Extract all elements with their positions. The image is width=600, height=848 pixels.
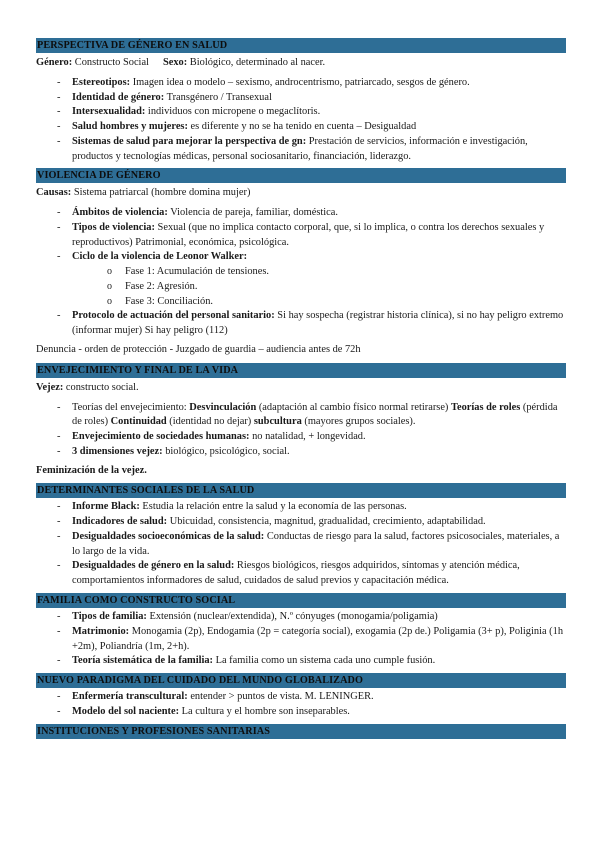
item-text: (adaptación al cambio físico normal retirarse): [256, 401, 451, 413]
item-term: Teorías de roles: [451, 401, 521, 413]
section-heading-violencia: VIOLENCIA DE GÉNERO: [36, 168, 566, 183]
item-text: Estudia la relación entre la salud y la economía de las personas.: [139, 501, 407, 513]
list-item: [36, 445, 566, 460]
item-term: Desigualdades de género en la salud:: [72, 560, 235, 572]
denuncia-line: Denuncia - orden de protección - Juzgado de guardia – audiencia antes de 72h: [36, 344, 361, 356]
fase-item: o Fase 3: Conciliación.: [72, 295, 566, 310]
list-item: [36, 705, 566, 720]
list-item: [36, 625, 566, 655]
item-term: Tipos de familia:: [72, 610, 147, 622]
item-term: Informe Black:: [72, 501, 140, 513]
item-term: Ámbitos de violencia:: [72, 207, 168, 219]
list-item: [36, 250, 566, 309]
item-term: subcultura: [253, 416, 302, 428]
genero-sexo-line: [36, 56, 566, 71]
item-text: Riesgos biológicos, riesgos adquiridos, síntomas y atención médica, comportamientos informadores de salud, cuidados de salud previos y capacitación médica.: [72, 560, 520, 587]
genero-text: Constructo Social: [72, 57, 149, 68]
list-item: [36, 430, 566, 445]
list-item: [36, 91, 566, 106]
item-term: Sistemas de salud para mejorar la perspectiva de gn:: [72, 135, 307, 147]
list-item: [36, 135, 566, 165]
item-term: Desigualdades socioeconómicas de la salud:: [72, 530, 265, 542]
list-item: [36, 610, 566, 625]
feminizacion-line: [36, 464, 566, 479]
list-item: [36, 309, 566, 339]
envejecimiento-list: [36, 401, 566, 460]
item-text: Sexual (que no implica contacto corporal, que, si lo implica, o contra los derechos sexuales y reproductivos) Patrimonial, económica, psicológica.: [72, 221, 545, 248]
section-heading-perspectiva: PERSPECTIVA DE GÉNERO EN SALUD: [36, 38, 566, 53]
list-item: [36, 221, 566, 251]
vejez-text: constructo social.: [63, 381, 139, 393]
section-heading-instituciones: INSTITUCIONES Y PROFESIONES SANITARIAS: [36, 724, 566, 739]
item-text: La familia como un sistema cada uno cumple fusión.: [213, 655, 436, 667]
vejez-label: Vejez:: [36, 381, 64, 393]
item-term: Salud hombres y mujeres:: [72, 121, 188, 133]
list-item: [36, 401, 566, 431]
list-item: [36, 690, 566, 705]
list-item: [36, 500, 566, 515]
item-text: Prestación de servicios, información e investigación, productos y tecnologías médicas, personal sociosanitario, financiación, liderazgo.: [72, 135, 528, 162]
item-text: entender > puntos de vista. M. LENINGER.: [187, 691, 374, 703]
item-text: es diferente y no se ha tenido en cuenta – Desigualdad: [187, 121, 417, 133]
list-item: [36, 559, 566, 589]
item-text: biológico, psicológico, social.: [162, 445, 290, 457]
item-text: Si hay sospecha (registrar historia clínica), si no hay peligro extremo (informar mujer) Si hay peligro (112): [72, 310, 564, 337]
list-item: [36, 120, 566, 135]
item-text: Imagen idea o modelo – sexismo, androcentrismo, patriarcado, sesgos de género.: [130, 76, 470, 88]
determinantes-list: [36, 500, 566, 589]
fase-item: o Fase 1: Acumulación de tensiones.: [72, 265, 566, 280]
familia-list: [36, 610, 566, 669]
item-term: Continuidad: [110, 416, 167, 428]
genero-label: Género:: [36, 57, 73, 68]
item-term: Indicadores de salud:: [72, 516, 168, 528]
perspectiva-list: [36, 76, 566, 165]
list-item: [36, 515, 566, 530]
causas-text: Sistema patriarcal (hombre domina mujer): [71, 187, 251, 199]
section-heading-envejecimiento: ENVEJECIMIENTO Y FINAL DE LA VIDA: [36, 363, 566, 378]
item-term: 3 dimensiones vejez:: [72, 445, 163, 457]
item-term: Intersexualidad:: [72, 106, 146, 118]
list-item: [36, 76, 566, 91]
item-text: individuos con micropene o megaclítoris.: [145, 106, 321, 118]
item-term: Desvinculación: [189, 401, 257, 413]
document-content: [36, 36, 566, 741]
vejez-line: [36, 381, 566, 396]
item-text: (identidad no dejar): [166, 416, 254, 428]
list-item: [36, 206, 566, 221]
item-text: Conductas de riesgo para la salud, factores psicosociales, materiales, a lo largo de la vida.: [72, 530, 560, 557]
item-term: Identidad de género:: [72, 91, 165, 103]
item-text: Ubicuidad, consistencia, magnitud, gradualidad, crecimiento, adaptabilidad.: [167, 516, 486, 528]
sexo-text: Biológico, determinado al nacer.: [187, 57, 326, 68]
list-item: [36, 530, 566, 560]
item-term: Protocolo de actuación del personal sanitario:: [72, 310, 275, 322]
item-text: (mayores grupos sociales).: [301, 416, 416, 428]
sexo-label: Sexo:: [162, 57, 188, 68]
item-text: La cultura y el hombre son inseparables.: [179, 705, 350, 717]
list-item: [36, 654, 566, 669]
causas-label: Causas:: [36, 187, 72, 199]
item-term: Matrimonio:: [72, 625, 130, 637]
item-term: Modelo del sol naciente:: [72, 705, 180, 717]
item-text: (pérdida de roles): [72, 401, 558, 428]
item-term: Envejecimiento de sociedades humanas:: [72, 431, 250, 443]
item-text: Transgénero / Transexual: [164, 91, 272, 103]
section-heading-paradigma: NUEVO PARADIGMA DEL CUIDADO DEL MUNDO GLOBALIZADO: [36, 673, 566, 688]
violencia-list: [36, 206, 566, 339]
section-heading-determinantes: DETERMINANTES SOCIALES DE LA SALUD: [36, 483, 566, 498]
item-term: Tipos de violencia:: [72, 221, 155, 233]
fase-item: o Fase 2: Agresión.: [72, 280, 566, 295]
item-term: Ciclo de la violencia de Leonor Walker:: [72, 251, 248, 263]
item-term: Enfermería transcultural:: [72, 691, 188, 703]
item-text: Extensión (nuclear/extendida), N.º cónyuges (monogamia/poligamia): [146, 610, 438, 622]
causas-line: [36, 186, 566, 201]
item-text: Monogamia (2p), Endogamia (2p = categoría social), exogamia (2p de.) Poligamia (3+ p), Poliginia (1h +2m), Poliandría (1m, 2+h).: [72, 625, 564, 652]
item-term: Estereotipos:: [72, 76, 131, 88]
paradigma-list: [36, 690, 566, 720]
item-text: Violencia de pareja, familiar, doméstica.: [167, 207, 338, 219]
item-text: no natalidad, + longevidad.: [249, 431, 366, 443]
section-heading-familia: FAMILIA COMO CONSTRUCTO SOCIAL: [36, 593, 566, 608]
item-text: Teorías del envejecimiento:: [72, 401, 190, 413]
item-term: Teoría sistemática de la familia:: [72, 655, 214, 667]
feminizacion-text: Feminización de la vejez.: [36, 464, 147, 476]
list-item: [36, 105, 566, 120]
fases-list: [72, 265, 566, 309]
